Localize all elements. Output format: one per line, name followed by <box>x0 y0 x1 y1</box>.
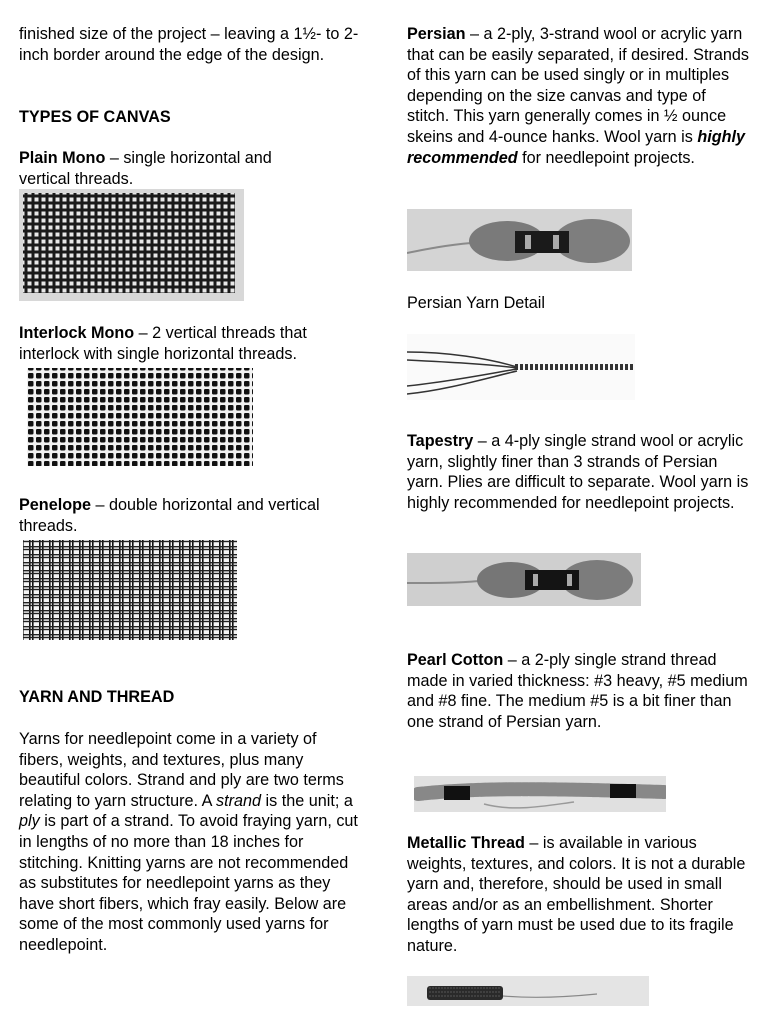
interlock-mono-paragraph <box>19 323 359 364</box>
types-of-canvas-heading: TYPES OF CANVAS <box>19 108 171 126</box>
persian-desc: – a 2-ply, 3-strand wool or acrylic yarn that can be easily separated, if desired. Strands of this yarn can be used singly or in multiples depending on the size canvas and type of stitch. This yarn generally comes in ½ ounce skeins and 4-ounce hanks. Wool yarn is <box>407 25 749 146</box>
tapestry-paragraph <box>407 431 749 513</box>
yarn-para-part3: is part of a strand. To avoid fraying yarn, cut in lengths of no more than 18 inches for stitching. Knitting yarns are not recommended as substitutes for needlepoint yarns as they have short fibers, which fray easily. Below are some of the most commonly used yarns for needlepoint. <box>19 812 358 954</box>
pearl-cotton-desc: – a 2-ply single strand thread made in varied thickness: #3 heavy, #5 medium and #8 fine. The medium #5 is a bit finer than one strand of Persian yarn. <box>407 651 748 731</box>
ply-term: ply <box>19 812 40 831</box>
interlock-mono-term: Interlock Mono <box>19 324 135 342</box>
penelope-paragraph <box>19 495 364 536</box>
penelope-canvas-image <box>19 538 241 642</box>
metallic-thread-desc: – is available in various weights, textures, and colors. It is not a durable yarn and, therefore, should be used in small areas and/or as an embellishment. Shorter lengths of yarn must be used due to its fragile nature. <box>407 834 746 955</box>
yarn-and-thread-heading: YARN AND THREAD <box>19 688 175 706</box>
persian-paragraph <box>407 24 749 168</box>
yarn-intro-paragraph <box>19 729 364 956</box>
yarn-para-part1: Yarns for needlepoint come in a variety of fibers, weights, and textures, plus many beautiful colors. Strand and ply are two terms relating to yarn structure. A <box>19 730 344 810</box>
plain-mono-desc: – single horizontal and vertical threads. <box>19 149 272 188</box>
strand-term: strand <box>216 791 262 810</box>
yarn-para-part2: is the unit; a <box>261 791 353 810</box>
tapestry-desc: – a 4-ply single strand wool or acrylic yarn, slightly finer than 3 strands of Persian yarn. Plies are difficult to separate. Wool yarn is highly recommended for needlepoint projects. <box>407 432 749 512</box>
pearl-cotton-term: Pearl Cotton <box>407 651 504 669</box>
persian-yarn-skein-image <box>407 209 632 271</box>
intro-paragraph: finished size of the project – leaving a 1½- to 2-inch border around the edge of the design. <box>19 25 359 64</box>
metallic-thread-spool-image <box>407 976 649 1006</box>
tapestry-term: Tapestry <box>407 432 474 450</box>
persian-tail: for needlepoint projects. <box>517 148 695 167</box>
persian-detail-caption: Persian Yarn Detail <box>407 294 545 312</box>
metallic-thread-term: Metallic Thread <box>407 834 525 852</box>
persian-emphasis: highly recommended <box>407 127 746 167</box>
persian-yarn-detail-image <box>407 334 635 400</box>
penelope-desc: – double horizontal and vertical threads. <box>19 496 320 535</box>
tapestry-yarn-skein-image <box>407 553 641 606</box>
penelope-term: Penelope <box>19 496 91 514</box>
pearl-cotton-skein-image <box>414 776 666 812</box>
plain-mono-canvas-image <box>19 189 244 301</box>
plain-mono-term: Plain Mono <box>19 149 106 167</box>
plain-mono-paragraph <box>19 148 319 189</box>
interlock-mono-canvas-image <box>19 364 262 472</box>
metallic-thread-paragraph <box>407 833 749 957</box>
interlock-mono-desc: – 2 vertical threads that interlock with single horizontal threads. <box>19 324 307 363</box>
pearl-cotton-paragraph <box>407 650 749 732</box>
persian-term: Persian <box>407 25 466 43</box>
